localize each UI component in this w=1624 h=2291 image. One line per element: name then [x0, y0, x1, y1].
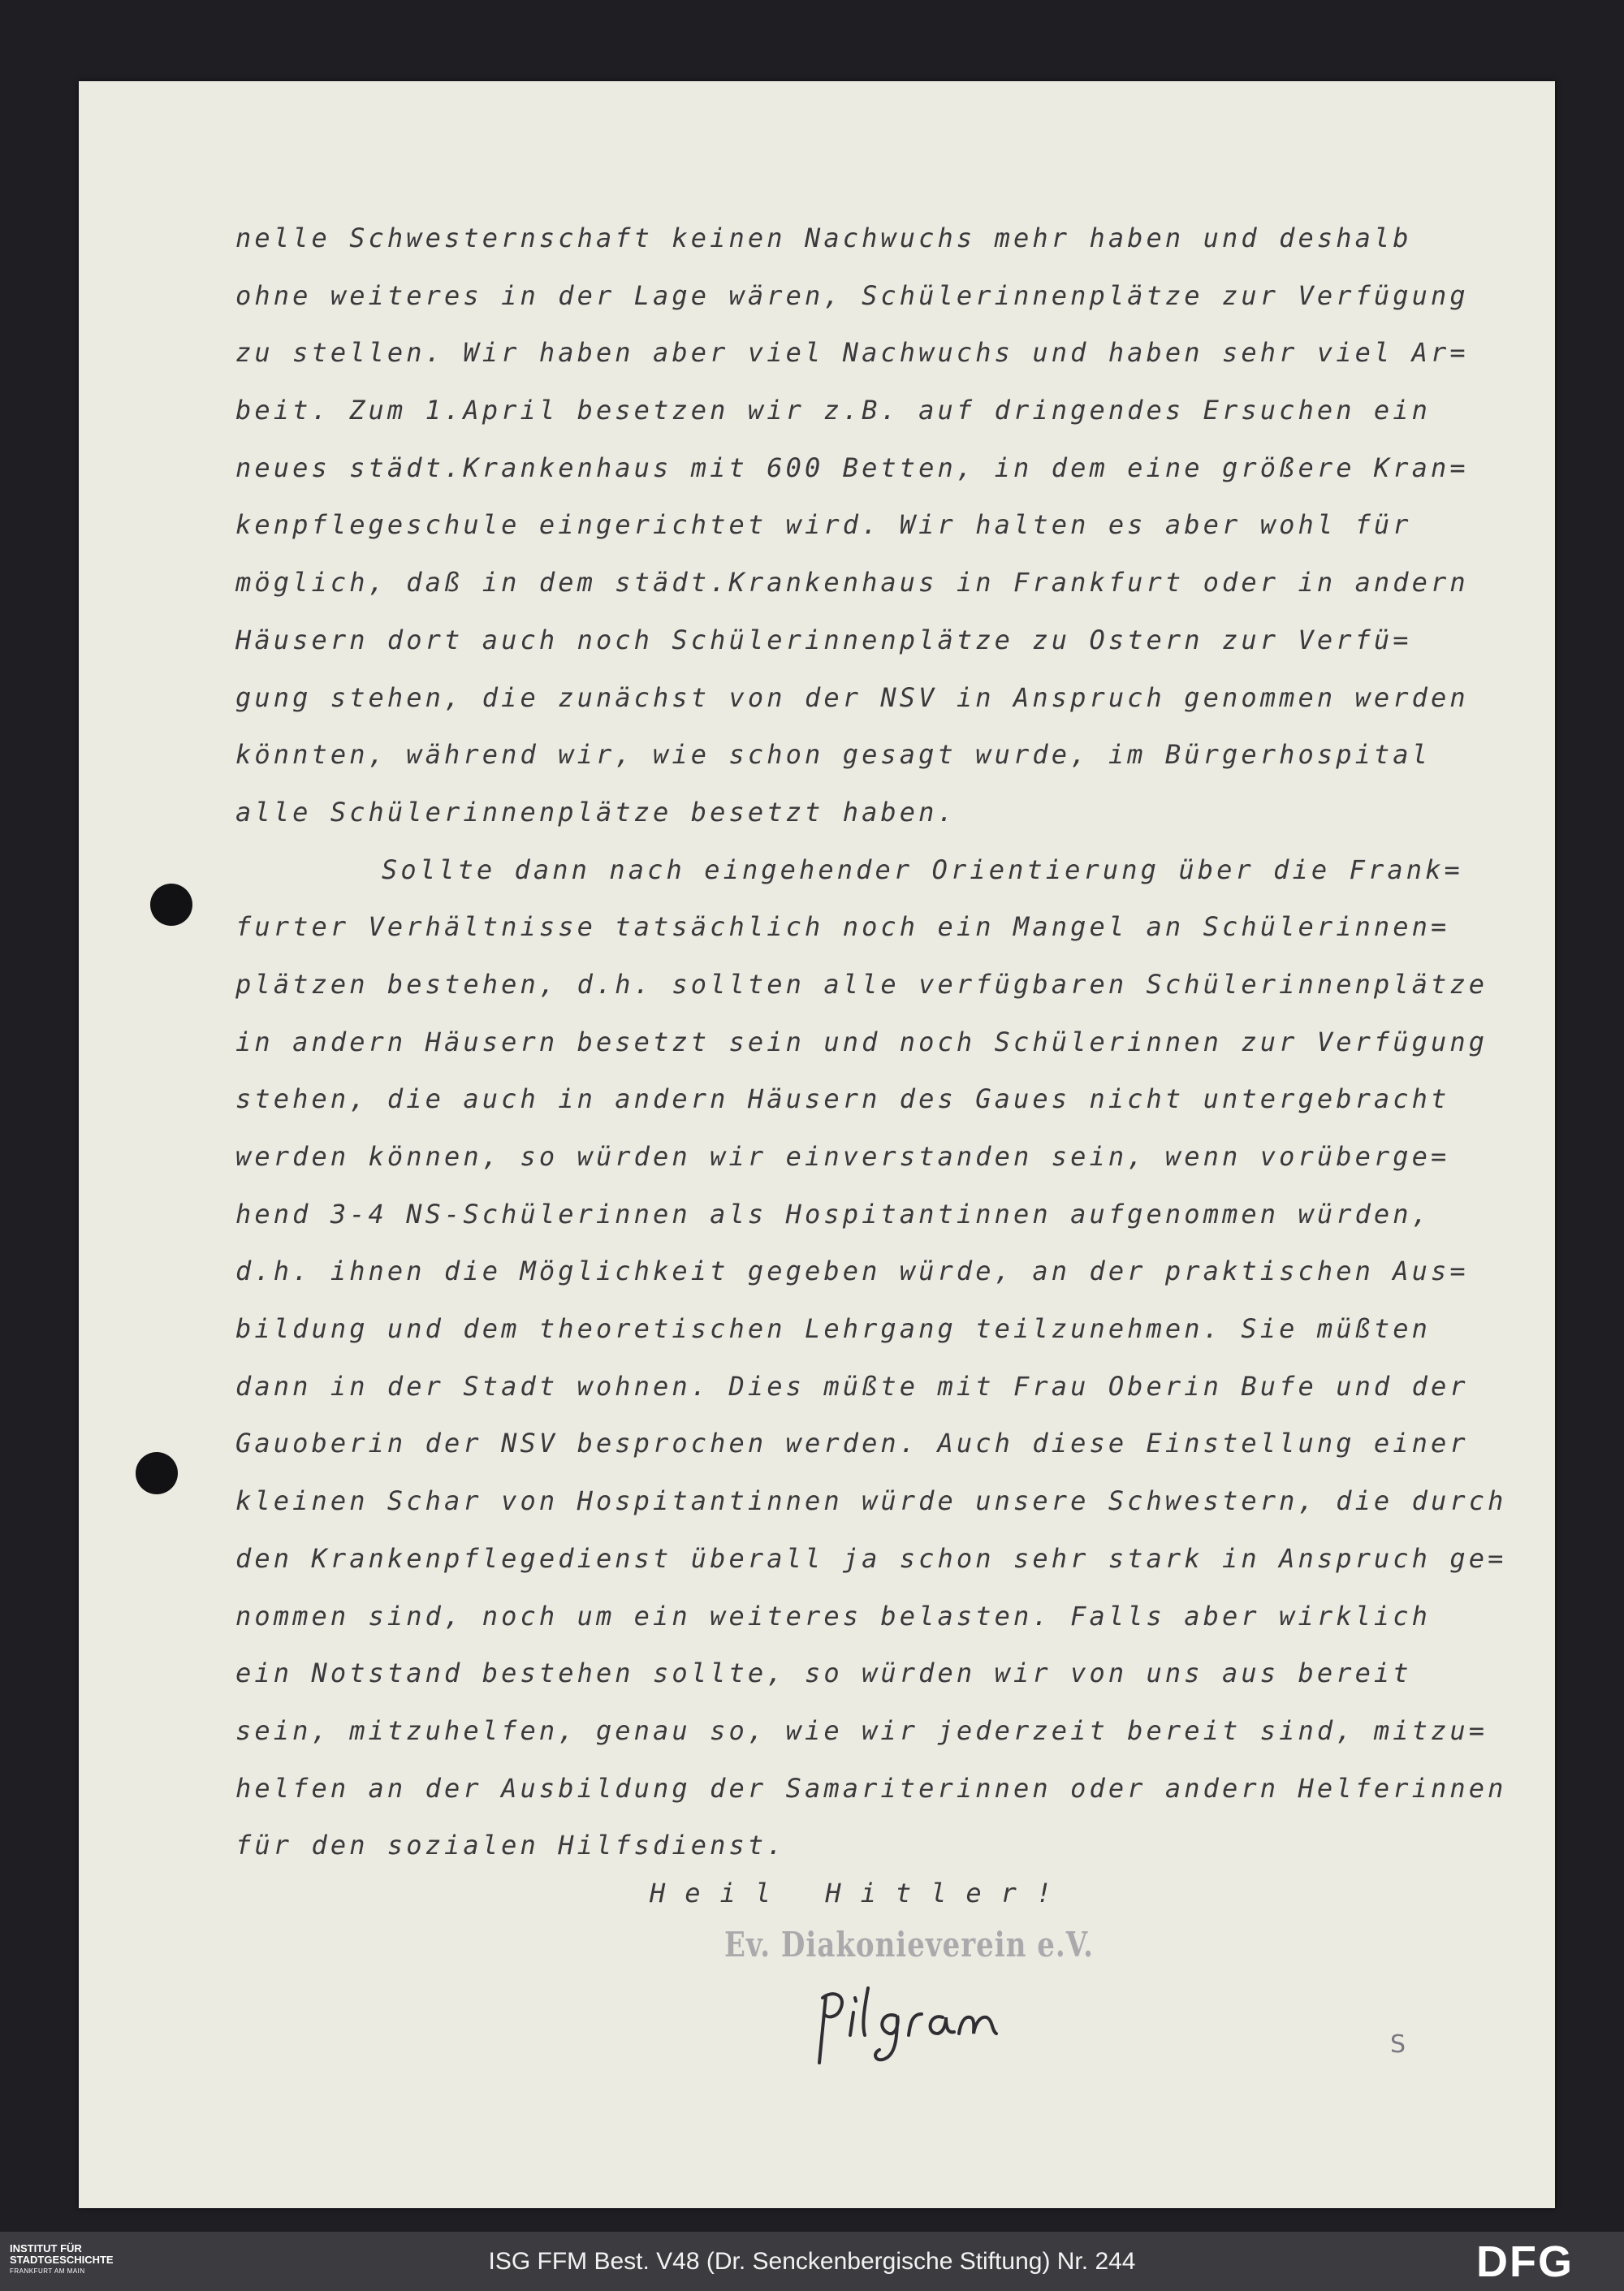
text-line: neues städt.Krankenhaus mit 600 Betten, in dem eine größere Kran= — [235, 452, 1469, 483]
text-line: plätzen bestehen, d.h. sollten alle verfügbaren Schülerinnenplätze — [235, 968, 1488, 1000]
punch-hole-top — [150, 884, 192, 926]
text-line: nelle Schwesternschaft keinen Nachwuchs mehr haben und deshalb — [235, 223, 1412, 253]
viewer-footer — [0, 2232, 1624, 2291]
text-line: kleinen Schar von Hospitantinnen würde unsere Schwestern, die durch — [235, 1485, 1507, 1517]
text-line: dann in der Stadt wohnen. Dies müßte mit Frau Oberin Bufe und der — [235, 1370, 1469, 1402]
closing-greeting: Heil Hitler! — [650, 1878, 1072, 1908]
text-line: bildung und dem theoretischen Lehrgang teilzunehmen. Sie müßten — [235, 1313, 1432, 1345]
institute-logo-subline: FRANKFURT AM MAIN — [10, 2267, 85, 2275]
text-line: zu stellen. Wir haben aber viel Nachwuchs und haben sehr viel Ar= — [235, 337, 1469, 369]
text-line: Gauoberin der NSV besprochen werden. Auch diese Einstellung einer — [235, 1428, 1469, 1459]
letter-body — [235, 210, 1527, 1874]
text-line: den Krankenpflegedienst überall ja schon sehr stark in Anspruch ge= — [235, 1542, 1507, 1574]
text-line: furter Verhältnisse tatsächlich noch ein Mangel an Schülerinnen= — [235, 911, 1450, 943]
text-line: kenpflegeschule eingerichtet wird. Wir halten es aber wohl für — [235, 509, 1412, 541]
text-line: sein, mitzuhelfen, genau so, wie wir jederzeit bereit sind, mitzu= — [235, 1714, 1488, 1746]
text-line: werden können, so würden wir einverstanden sein, wenn vorüberge= — [235, 1141, 1450, 1172]
archive-reference: ISG FFM Best. V48 (Dr. Senckenbergische Stiftung) Nr. 244 — [488, 2248, 1136, 2275]
institute-logo-line: INSTITUT FÜR — [10, 2242, 82, 2254]
text-line: nommen sind, noch um ein weiteres belasten. Falls aber wirklich — [235, 1600, 1432, 1632]
text-line: beit. Zum 1.April besetzen wir z.B. auf dringendes Ersuchen ein — [235, 395, 1432, 426]
text-line: helfen an der Ausbildung der Samariterinnen oder andern Helferinnen — [235, 1772, 1507, 1804]
text-line: ein Notstand bestehen sollte, so würden wir von uns aus bereit — [235, 1658, 1412, 1689]
text-line: gung stehen, die zunächst von der NSV in Anspruch genommen werden — [235, 681, 1469, 713]
text-line: d.h. ihnen die Möglichkeit gegeben würde, an der praktischen Aus= — [235, 1256, 1469, 1287]
page-marker: S — [1390, 2030, 1406, 2059]
dfg-logo: DFG — [1476, 2237, 1574, 2286]
text-line: Häusern dort auch noch Schülerinnenplätze zu Ostern zur Verfü= — [235, 624, 1412, 655]
institute-logo-line: STADTGESCHICHTE — [10, 2254, 114, 2266]
text-line: in andern Häusern besetzt sein und noch Schülerinnen zur Verfügung — [235, 1026, 1488, 1057]
text-line: stehen, die auch in andern Häusern des Gaues nicht untergebracht — [235, 1083, 1450, 1115]
handwritten-signature — [808, 1982, 1011, 2071]
text-line: alle Schülerinnenplätze besetzt haben. — [235, 796, 957, 828]
organization-stamp: Ev. Diakonieverein e.V. — [724, 1925, 1095, 1965]
punch-hole-bottom — [136, 1452, 178, 1494]
text-line: könnten, während wir, wie schon gesagt wurde, im Bürgerhospital — [235, 739, 1432, 771]
paragraph-first-line: Sollte dann nach eingehender Orientierung über die Frank= — [382, 854, 1463, 885]
text-line: möglich, daß in dem städt.Krankenhaus in Frankfurt oder in andern — [235, 567, 1469, 599]
text-line: für den sozialen Hilfsdienst. — [235, 1830, 786, 1861]
text-line: hend 3-4 NS-Schülerinnen als Hospitantinnen aufgenommen würden, — [235, 1198, 1432, 1230]
text-line: ohne weiteres in der Lage wären, Schülerinnenplätze zur Verfügung — [235, 279, 1469, 311]
